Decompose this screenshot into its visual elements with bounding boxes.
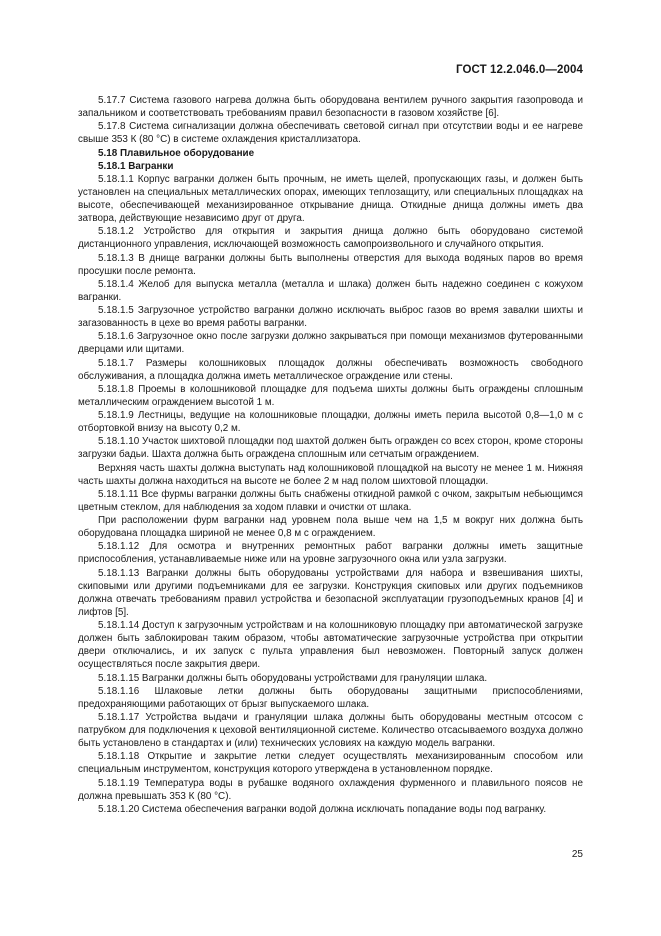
paragraph: 5.18.1.5 Загрузочное устройство вагранки должно исключать выброс газов во время завалки шихты и загазованность в цехе во время работы вагранки. [78, 305, 583, 330]
paragraph: 5.18.1.6 Загрузочное окно после загрузки должно закрываться при помощи механизмов футерованными дверцами или щитами. [78, 331, 583, 356]
paragraph: 5.18.1.13 Вагранки должны быть оборудованы устройствами для набора и взвешивания шихты, скиповыми или другими подъемниками для ее загрузки. Конструкция скиповых или других подъемников должна отвечать требованиям правил устройства и безопасной эксплуатации грузоподъемных кранов [4] и лифтов [5]. [78, 567, 583, 618]
paragraph: 5.18.1.2 Устройство для открытия и закрытия днища должно быть оборудовано системой дистанционного управления, исключающей возможность самопроизвольного и случайного открытия. [78, 226, 583, 251]
paragraph: 5.18.1.8 Проемы в колошниковой площадке для подъема шихты должны быть ограждены сплошным металлическим ограждением высотой 1 м. [78, 383, 583, 408]
paragraph: 5.18.1.1 Корпус вагранки должен быть прочным, не иметь щелей, пропускающих газы, и должен быть установлен на специальных металлических опорах, имеющих теплозащиту, или специальных площадках на высоте, обеспечивающей механизированное открывание днища. Откидные днища должны иметь два затвора, действующие независимо друг от друга. [78, 173, 583, 225]
paragraph: 5.18.1.7 Размеры колошниковых площадок должны обеспечивать возможность свободного обслуживания, а площадка должна иметь металлическое ограждение или стены. [78, 357, 583, 382]
paragraph: Верхняя часть шахты должна выступать над колошниковой площадкой на высоту не менее 1 м. Нижняя часть шахты должна находиться на высоте не более 2 м над полом шихтовой площадки. [78, 462, 583, 487]
paragraph: 5.18.1.20 Система обеспечения вагранки водой должна исключать попадание воды под вагранку. [98, 803, 547, 815]
paragraph: 5.18.1.14 Доступ к загрузочным устройствам и на колошниковую площадку при автоматической загрузке должен быть заблокирован таким образом, чтобы автоматические загрузочные устройства при открытии двери отключались, и их запуск с пульта управления был невозможен. Повторный запуск должен осуществляться после закрытия двери. [78, 620, 583, 671]
paragraph: 5.18.1.18 Открытие и закрытие летки следует осуществлять механизированным способом или специальным инструментом, конструкция которого утверждена в установленном порядке. [78, 751, 583, 776]
paragraph: При расположении фурм вагранки над уровнем пола выше чем на 1,5 м вокруг них должна быть оборудована площадка шириной не менее 0,8 м с ограждением. [78, 515, 583, 540]
paragraph: 5.18.1.3 В днище вагранки должны быть выполнены отверстия для выхода водяных паров во время просушки после ремонта. [78, 252, 583, 277]
paragraph: 5.18.1.12 Для осмотра и внутренних ремонтных работ вагранки должны иметь защитные приспособления, устанавливаемые ниже или на уровне загрузочного окна или узла загрузки. [78, 541, 583, 566]
section-heading: 5.18 Плавильное оборудование [98, 147, 255, 159]
paragraph: 5.17.8 Система сигнализации должна обеспечивать световой сигнал при отсутствии воды и ее нагреве свыше 353 К (80 °С) в системе охлаждения кристаллизатора. [78, 121, 583, 146]
paragraph: 5.18.1.16 Шлаковые летки должны быть оборудованы защитными приспособлениями, предохраняющими работающих от брызг выпускаемого шлака. [78, 685, 583, 710]
paragraph: 5.18.1.11 Все фурмы вагранки должны быть снабжены откидной рамкой с очком, закрытым небьющимся цветным стеклом, для наблюдения за ходом плавки и очистки от шлака. [78, 488, 583, 513]
paragraph: 5.18.1.19 Температура воды в рубашке водяного охлаждения фурменного и плавильного поясов не должна превышать 353 К (80 °С). [78, 777, 583, 802]
paragraph: 5.18.1.17 Устройства выдачи и грануляции шлака должны быть оборудованы местным отсосом с патрубком для подключения к цеховой вентиляционной системе. Количество отсасываемого воздуха должно быть установлено в стандартах и (или) технических условиях на каждую модель вагранки. [78, 711, 583, 750]
document-body [78, 94, 583, 816]
paragraph: 5.18.1.4 Желоб для выпуска металла (металла и шлака) должен быть надежно соединен с кожухом вагранки. [78, 278, 583, 303]
document-code: ГОСТ 12.2.046.0—2004 [456, 64, 583, 76]
paragraph: 5.18.1.10 Участок шихтовой площадки под шахтой должен быть огражден со всех сторон, кроме стороны загрузки бадьи. Шахта должна быть ограждена сплошным или сетчатым ограждением. [78, 436, 583, 461]
paragraph: 5.17.7 Система газового нагрева должна быть оборудована вентилем ручного закрытия газопровода и запальником и соответствовать требованиям правил безопасности в газовом хозяйстве [6]. [78, 95, 583, 120]
section-heading: 5.18.1 Вагранки [98, 160, 174, 172]
paragraph: 5.18.1.15 Вагранки должны быть оборудованы устройствами для грануляции шлака. [98, 672, 488, 684]
page-number: 25 [571, 849, 583, 860]
paragraph: 5.18.1.9 Лестницы, ведущие на колошниковые площадки, должны иметь перила высотой 0,8—1,0 м с отбортовкой внизу на высоту 0,2 м. [78, 410, 583, 435]
